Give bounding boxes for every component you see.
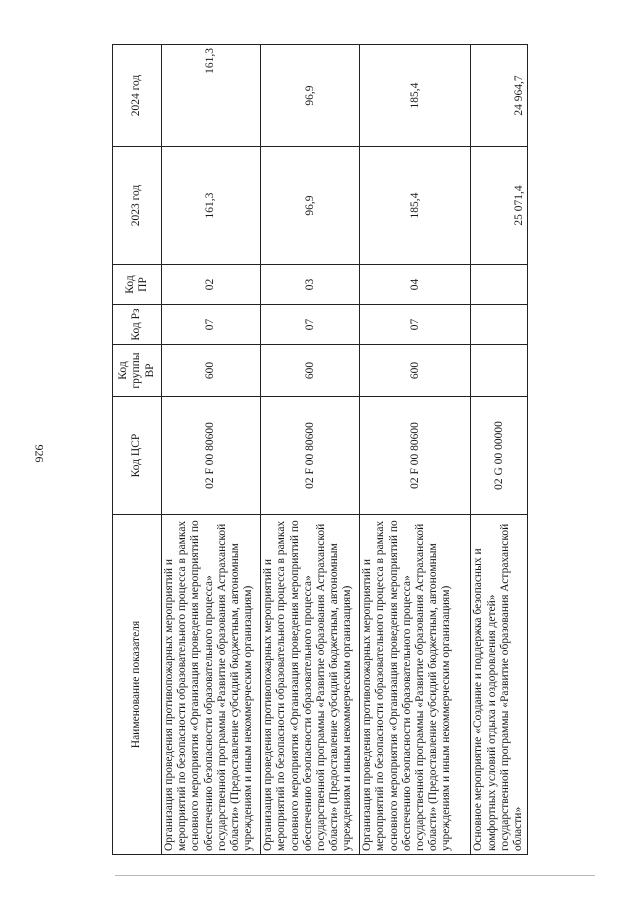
row-2023: 161,3 [162,147,261,265]
table-header-row [113,45,162,855]
row-name: Основное мероприятие «Создание и поддержка безопасных и комфортных условий отдыха и оздоровления детей» государственной программы «Развитие образования Астраханской области» [471,515,528,855]
row-rz: 07 [360,305,471,345]
table-row [471,45,528,855]
row-csr: 02 F 00 80600 [162,397,261,515]
row-csr: 02 G 00 00000 [471,397,528,515]
row-csr: 02 F 00 80600 [360,397,471,515]
page-number: 926 [32,444,47,463]
row-2024: 96,9 [261,45,360,147]
row-rz: 07 [261,305,360,345]
row-2024: 161,3 [162,45,261,147]
row-pr: 02 [162,265,261,305]
row-2023: 185,4 [360,147,471,265]
scan-edge-line [115,875,595,876]
row-vr [471,345,528,397]
rotated-table-wrapper [112,45,528,855]
row-2023: 25 071,4 [471,147,528,265]
header-pr: Код ПР [113,265,162,305]
row-rz: 07 [162,305,261,345]
table-row [360,45,471,855]
header-2024: 2024 год [113,45,162,147]
table-row [261,45,360,855]
row-2024: 24 964,7 [471,45,528,147]
row-name: Организация проведения противопожарных мероприятий и мероприятий по безопасности образовательного процесса в рамках основного мероприятия «Организация проведения мероприятий по обеспечению безопасности образовательного процесса» государственной программы «Развитие образования Астраханской области» (Предоставление субсидий бюджетным, автономным учреждениям и иным некоммерческим организациям) [261,515,360,855]
row-vr: 600 [162,345,261,397]
header-csr: Код ЦСР [113,397,162,515]
row-vr: 600 [360,345,471,397]
row-pr: 04 [360,265,471,305]
header-vr: Код группы ВР [113,345,162,397]
row-name: Организация проведения противопожарных мероприятий и мероприятий по безопасности образовательного процесса в рамках основного мероприятия «Организация проведения мероприятий по обеспечению безопасности образовательного процесса» государственной программы «Развитие образования Астраханской области» (Предоставление субсидий бюджетным, автономным учреждениям и иным некоммерческим организациям) [162,515,261,855]
row-vr: 600 [261,345,360,397]
row-name: Организация проведения противопожарных мероприятий и мероприятий по безопасности образовательного процесса в рамках основного мероприятия «Организация проведения мероприятий по обеспечению безопасности образовательного процесса» государственной программы «Развитие образования Астраханской области» (Предоставление субсидий бюджетным, автономным учреждениям и иным некоммерческим организациям) [360,515,471,855]
header-rz: Код Рз [113,305,162,345]
header-name: Наименование показателя [113,515,162,855]
budget-table [112,44,528,855]
row-csr: 02 F 00 80600 [261,397,360,515]
table-row [162,45,261,855]
row-2023: 96,9 [261,147,360,265]
header-2023: 2023 год [113,147,162,265]
row-2024: 185,4 [360,45,471,147]
row-rz [471,305,528,345]
row-pr: 03 [261,265,360,305]
row-pr [471,265,528,305]
